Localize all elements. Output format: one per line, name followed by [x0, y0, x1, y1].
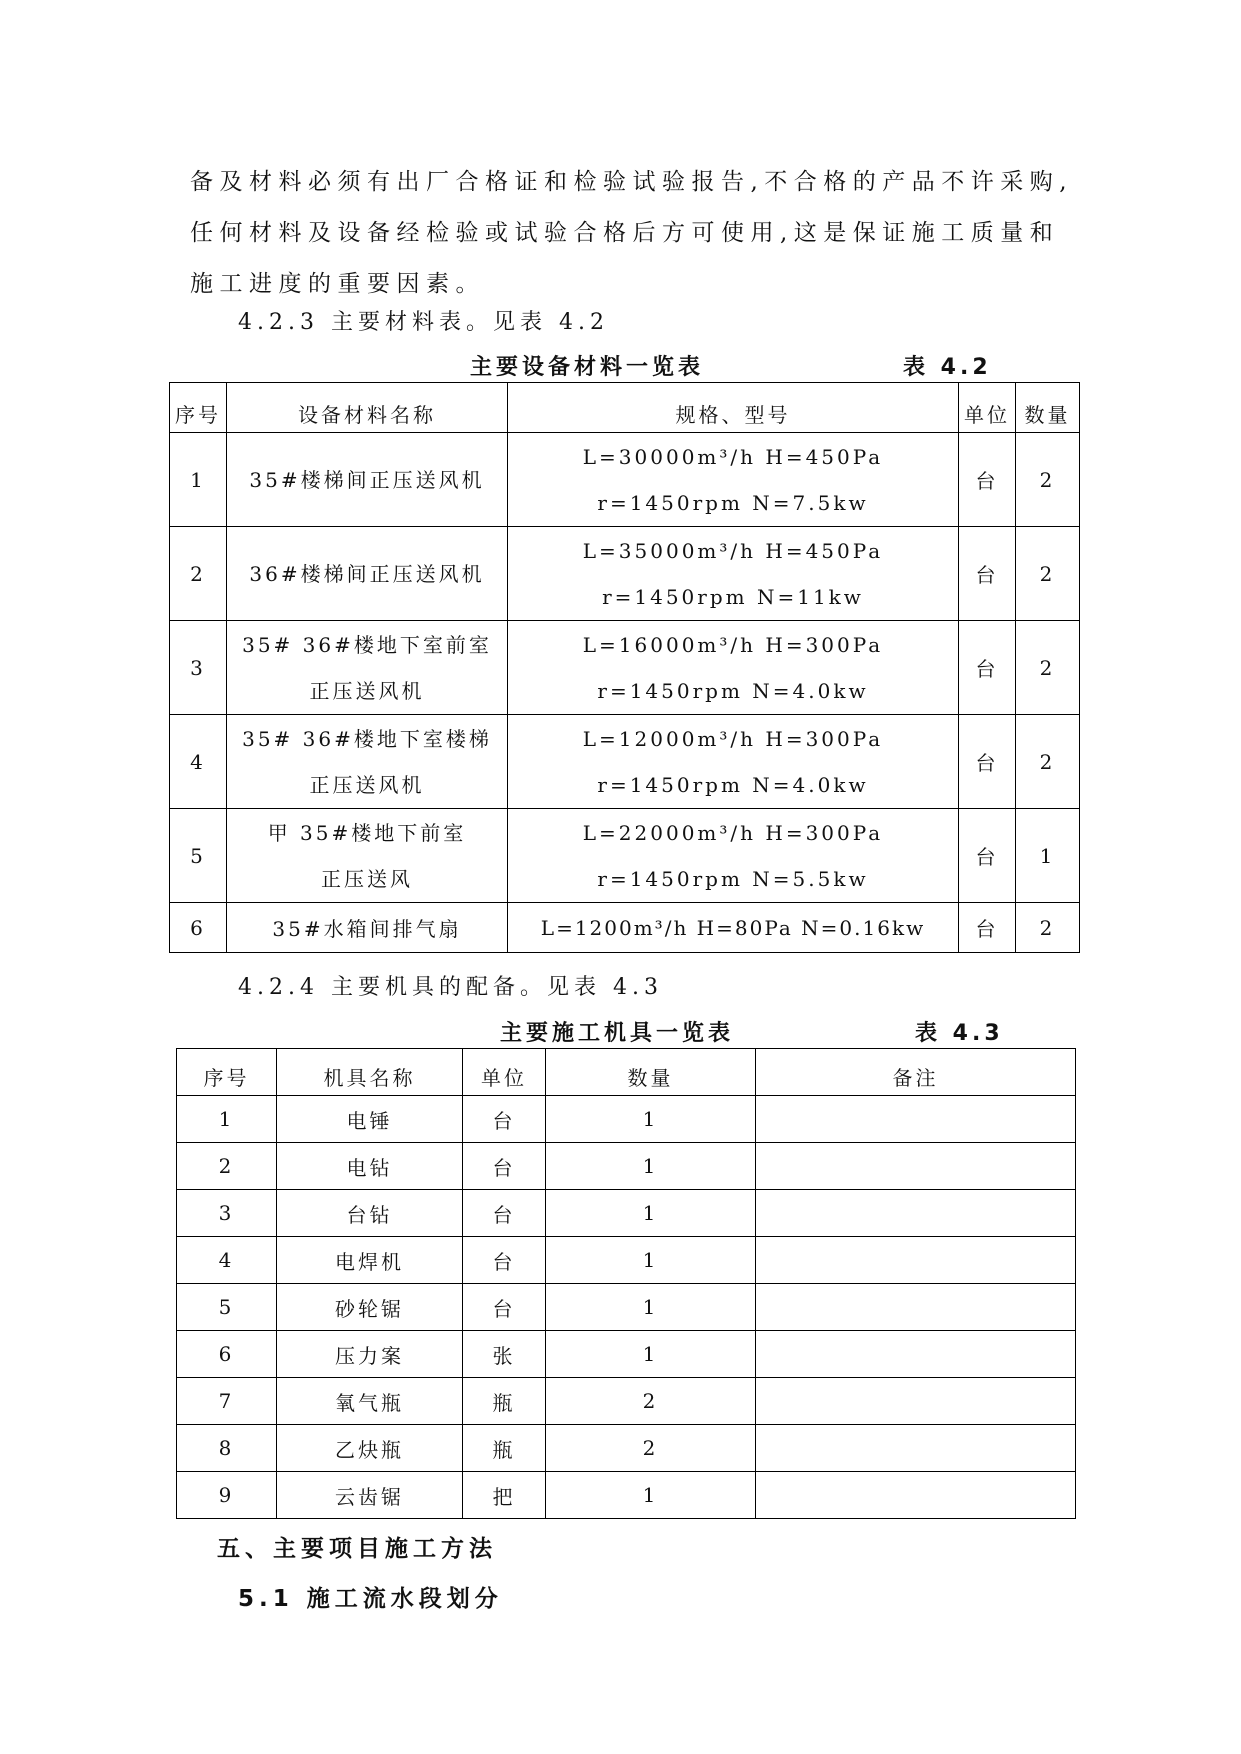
specification [508, 621, 959, 715]
quantity: 1 [546, 1284, 756, 1331]
header-cell: 序号 [170, 383, 227, 433]
row-number: 1 [177, 1096, 277, 1143]
specification [508, 527, 959, 621]
remarks [756, 1237, 1076, 1284]
equipment-name [227, 433, 508, 527]
row-number: 5 [170, 809, 227, 903]
section-5-1-heading: 5.1 施工流水段划分 [238, 1586, 503, 1612]
table-4-2-label: 表 4.2 [903, 355, 992, 380]
header-cell: 规格、型号 [508, 383, 959, 433]
table-4-2-caption: 主要设备材料一览表 [470, 355, 705, 380]
spec-line: r=1450rpm N=4.0kw [597, 678, 869, 703]
spec-line: L=22000m³/h H=300Pa [582, 820, 884, 845]
quantity: 2 [546, 1378, 756, 1425]
row-number: 3 [177, 1190, 277, 1237]
unit: 瓶 [463, 1378, 546, 1425]
table-row [170, 809, 1080, 903]
unit: 台 [959, 715, 1016, 809]
spec-line: L=16000m³/h H=300Pa [582, 632, 884, 657]
equipment-name-line: 正压送风 [321, 866, 413, 891]
table-4-3-caption: 主要施工机具一览表 [500, 1021, 735, 1046]
chapter-5-heading: 五、主要项目施工方法 [217, 1536, 497, 1562]
table-row [177, 1284, 1076, 1331]
header-cell: 设备材料名称 [227, 383, 508, 433]
specification [508, 715, 959, 809]
quantity: 2 [1016, 715, 1080, 809]
specification [508, 809, 959, 903]
table-row [170, 715, 1080, 809]
table-row [177, 1378, 1076, 1425]
unit: 台 [463, 1096, 546, 1143]
unit: 台 [959, 903, 1016, 953]
specification [508, 433, 959, 527]
table-row [170, 527, 1080, 621]
row-number: 4 [170, 715, 227, 809]
table-row [177, 1331, 1076, 1378]
table-row [177, 1096, 1076, 1143]
unit: 台 [959, 809, 1016, 903]
table-row [177, 1237, 1076, 1284]
quantity: 1 [1016, 809, 1080, 903]
unit: 台 [463, 1237, 546, 1284]
quantity: 1 [546, 1472, 756, 1519]
table-row [177, 1472, 1076, 1519]
row-number: 2 [170, 527, 227, 621]
tool-name: 台钻 [277, 1190, 463, 1237]
spec-line: r=1450rpm N=11kw [602, 584, 864, 609]
table-row [170, 903, 1080, 953]
section-4-2-3: 4.2.3 主要材料表。见表 4.2 [238, 310, 609, 335]
spec-line: L=30000m³/h H=450Pa [582, 444, 884, 469]
tool-name: 压力案 [277, 1331, 463, 1378]
header-cell: 单位 [463, 1049, 546, 1096]
row-number: 3 [170, 621, 227, 715]
header-cell: 备注 [756, 1049, 1076, 1096]
header-cell: 序号 [177, 1049, 277, 1096]
construction-tools-table [176, 1048, 1076, 1519]
spec-line: L=35000m³/h H=450Pa [582, 538, 884, 563]
equipment-name-line: 甲 35#楼地下前室 [267, 820, 467, 845]
equipment-name-line: 35# 36#楼地下室前室 [242, 632, 492, 657]
tool-name: 电锤 [277, 1096, 463, 1143]
row-number: 2 [177, 1143, 277, 1190]
header-cell: 数量 [1016, 383, 1080, 433]
quantity: 1 [546, 1143, 756, 1190]
row-number: 6 [170, 903, 227, 953]
remarks [756, 1096, 1076, 1143]
tool-name: 乙炔瓶 [277, 1425, 463, 1472]
table-header-row [177, 1049, 1076, 1096]
equipment-materials-table [169, 382, 1080, 953]
row-number: 4 [177, 1237, 277, 1284]
row-number: 1 [170, 433, 227, 527]
intro-paragraph [190, 157, 1090, 310]
section-4-2-4: 4.2.4 主要机具的配备。见表 4.3 [238, 975, 663, 1000]
header-cell: 机具名称 [277, 1049, 463, 1096]
equipment-name-line: 正压送风机 [309, 678, 425, 703]
unit: 瓶 [463, 1425, 546, 1472]
row-number: 5 [177, 1284, 277, 1331]
quantity: 1 [546, 1096, 756, 1143]
equipment-name [227, 715, 508, 809]
intro-line: 备及材料必须有出厂合格证和检验试验报告,不合格的产品不许采购, [190, 169, 1074, 195]
equipment-name-line: 35# 36#楼地下室楼梯 [242, 726, 492, 751]
tool-name: 电焊机 [277, 1237, 463, 1284]
tool-name: 电钻 [277, 1143, 463, 1190]
tool-name: 云齿锯 [277, 1472, 463, 1519]
spec-line: L=12000m³/h H=300Pa [582, 726, 884, 751]
header-cell: 数量 [546, 1049, 756, 1096]
quantity: 2 [1016, 621, 1080, 715]
remarks [756, 1378, 1076, 1425]
row-number: 6 [177, 1331, 277, 1378]
tool-name: 砂轮锯 [277, 1284, 463, 1331]
table-row [177, 1143, 1076, 1190]
tool-name: 氧气瓶 [277, 1378, 463, 1425]
remarks [756, 1472, 1076, 1519]
intro-line: 施工进度的重要因素。 [190, 271, 485, 297]
table-row [170, 621, 1080, 715]
equipment-name-line: 35#楼梯间正压送风机 [249, 467, 485, 492]
quantity: 2 [1016, 527, 1080, 621]
header-cell: 单位 [959, 383, 1016, 433]
unit: 把 [463, 1472, 546, 1519]
remarks [756, 1143, 1076, 1190]
quantity: 2 [1016, 903, 1080, 953]
unit: 台 [959, 527, 1016, 621]
specification: L=1200m³/h H=80Pa N=0.16kw [508, 903, 959, 953]
quantity: 2 [546, 1425, 756, 1472]
remarks [756, 1331, 1076, 1378]
equipment-name [227, 527, 508, 621]
quantity: 1 [546, 1331, 756, 1378]
unit: 台 [463, 1143, 546, 1190]
remarks [756, 1190, 1076, 1237]
equipment-name [227, 621, 508, 715]
unit: 台 [463, 1190, 546, 1237]
remarks [756, 1425, 1076, 1472]
intro-line: 任何材料及设备经检验或试验合格后方可使用,这是保证施工质量和 [190, 220, 1060, 246]
row-number: 8 [177, 1425, 277, 1472]
spec-line: r=1450rpm N=4.0kw [597, 772, 869, 797]
equipment-name-line: 36#楼梯间正压送风机 [249, 561, 485, 586]
table-4-3-label: 表 4.3 [915, 1021, 1004, 1046]
table-row [177, 1190, 1076, 1237]
spec-line: r=1450rpm N=7.5kw [597, 490, 869, 515]
quantity: 2 [1016, 433, 1080, 527]
unit: 张 [463, 1331, 546, 1378]
unit: 台 [959, 621, 1016, 715]
spec-line: r=1450rpm N=5.5kw [597, 866, 869, 891]
remarks [756, 1284, 1076, 1331]
row-number: 7 [177, 1378, 277, 1425]
table-row [177, 1425, 1076, 1472]
equipment-name-line: 正压送风机 [309, 772, 425, 797]
table-row [170, 433, 1080, 527]
equipment-name [227, 809, 508, 903]
unit: 台 [463, 1284, 546, 1331]
quantity: 1 [546, 1190, 756, 1237]
table-header-row [170, 383, 1080, 433]
row-number: 9 [177, 1472, 277, 1519]
equipment-name: 35#水箱间排气扇 [227, 903, 508, 953]
unit: 台 [959, 433, 1016, 527]
quantity: 1 [546, 1237, 756, 1284]
